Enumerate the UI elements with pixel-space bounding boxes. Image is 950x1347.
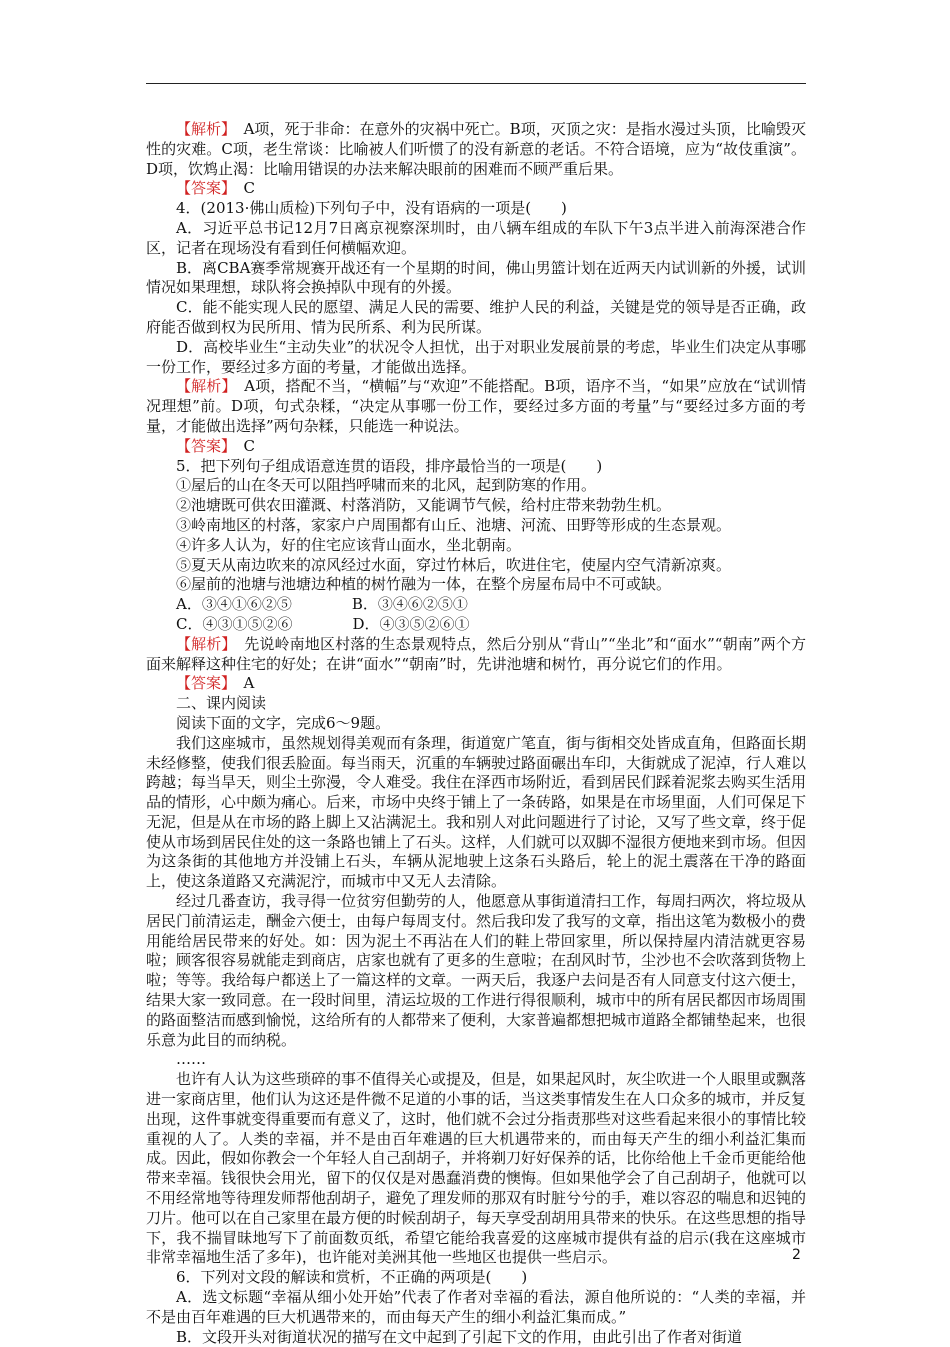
page-number: 2	[792, 1247, 801, 1263]
q4-option-c: C．能不能实现人民的愿望、满足人民的需要、维护人民的利益，关键是党的领导是否正确，政府能否做到权为民所用、情为民所系、利为民所谋。	[146, 298, 806, 336]
q3-analysis: 【解析】 A项，死于非命：在意外的灾祸中死亡。B项，灭顶之灾：是指水漫过头顶，比喻毁灭性的灾难。C项，老生常谈：比喻被人们听惯了的没有新意的老话。不符合语境，应为“故伎重演”。D项，饮鸩止渴：比喻用错误的办法来解决眼前的困难而不顾严重后果。	[146, 120, 806, 178]
analysis-tag: 【解析】	[176, 634, 230, 653]
q5-answer: 【答案】 A	[176, 674, 255, 693]
answer-tag: 【答案】	[176, 674, 229, 693]
q4-analysis: 【解析】 A项，搭配不当，“横幅”与“欢迎”不能搭配。B项，语序不当，“如果”应放在“试训情况理想”前。D项，句式杂糅，“决定从事哪一份工作，要经过多方面的考量”与“要经过多方面的考量，才能做出选择”两句杂糅，只能选一种说法。	[146, 377, 806, 435]
q6-option-a: A．选文标题“幸福从细小处开始”代表了作者对幸福的看法，源自他所说的：“人类的幸福，并不是由百年难遇的巨大机遇带来的，而由每天产生的细小利益汇集而成。”	[146, 1288, 806, 1326]
reading-instruction: 阅读下面的文字，完成6～9题。	[176, 713, 391, 732]
q4-option-d: D．高校毕业生“主动失业”的状况令人担忧，出于对职业发展前景的考虑，毕业生们决定从事哪一份工作，要经过多方面的考量，才能做出选择。	[146, 337, 806, 376]
q5-sentence-1: ①屋后的山在冬天可以阻挡呼啸而来的北风，起到防寒的作用。	[176, 476, 597, 495]
q5-analysis: 【解析】 先说岭南地区村落的生态景观特点，然后分别从“背山”“坐北”和“面水”“朝南”两个方面来解释这种住宅的好处；在讲“面水”“朝南”时，先讲池塘和树竹，再分说它们的作用。	[146, 634, 806, 673]
q5-sentence-5: ⑤夏天从南边吹来的凉风经过水面，穿过竹林后，吹进住宅，使屋内空气清新凉爽。	[176, 555, 732, 574]
page-body	[146, 120, 806, 1347]
q5-sentence-4: ④许多人认为，好的住宅应该背山面水，坐北朝南。	[176, 535, 522, 554]
reading-paragraph-1: 我们这座城市，虽然规划得美观而有条理，街道宽广笔直，街与街相交处皆成直角，但路面长期未经修整，使我们很丢脸面。每当雨天，沉重的车辆驶过路面碾出车印，大街就成了泥淖，行人难以跨越；每当旱天，则尘土弥漫，令人难受。我住在泽西市场附近，看到居民们踩着泥浆去购买生活用品的情形，心中颇为痛心。后来，市场中央终于铺上了一条砖路，如果是在市场里面，人们可保足下无泥，但是从在市场的路上脚上又沾满泥土。我和别人对此问题进行了讨论，又写了些文章，终于促使从市场到居民住处的这一条路也铺上了石头。这样，人们就可以双脚不湿很方便地来到市场。但因为这条街的其他地方并没铺上石头，车辆从泥地驶上这条石头路后，轮上的泥土震落在干净的路面上，使这条道路又充满泥泞，而城市中又无人去清除。	[146, 733, 807, 891]
q4-option-b: B．离CBA赛季常规赛开战还有一个星期的时间，佛山男篮计划在近两天内试训新的外援，试训情况如果理想，球队将会换掉队中现有的外援。	[146, 258, 806, 297]
reading-paragraph-2: 经过几番查访，我寻得一位贫穷但勤劳的人，他愿意从事街道清扫工作，每周扫两次，将垃圾从居民门前清运走，酬金六便士，由每户每周支付。然后我印发了我写的文章，指出这笔为数极小的费用能给居民带来的好处。如：因为泥土不再沾在人们的鞋上带回家里，所以保持屋内清洁就更容易啦；顾客很容易就能走到商店，店家也就有了更多的生意啦；在刮风时节，尘沙也不会吹落到货物上啦；等等。我给每户都送上了一篇这样的文章。一两天后，我逐户去问是否有人同意支付这六便士，结果大家一致同意。在一段时间里，清运垃圾的工作进行得很顺利，城市中的所有居民都因市场周围的路面整洁而感到愉悦，这给所有的人都带来了便利，大家普遍都想把城市道路全都铺垫起来，也很乐意为此目的而纳税。	[146, 892, 807, 1049]
answer-tag: 【答案】	[176, 436, 229, 455]
q5-sentence-6: ⑥屋前的池塘与池塘边种植的树竹融为一体，在整个房屋布局中不可或缺。	[176, 575, 672, 594]
q4-answer: 【答案】 C	[176, 436, 256, 455]
reading-paragraph-3: 也许有人认为这些琐碎的事不值得关心或提及，但是，如果起风时，灰尘吹进一个人眼里或飘落进一家商店里，他们认为这还是件微不足道的小事的话，当这类事情发生在人口众多的城市，并反复出现，这件事就变得重要而有意义了，这时，他们就不会过分指责那些对这些看起来很小的事情比较重视的人了。人类的幸福，并不是由百年难遇的巨大机遇带来的，而由每天产生的细小利益汇集而成。因此，假如你教会一个年轻人自己刮胡子，并将剃刀好好保养的话，比你给他上千金币更能给他带来幸福。钱很快会用光，留下的仅仅是对愚蠢消费的懊悔。但如果他学会了自己刮胡子，他就可以不用经常地等待理发师帮他刮胡子，避免了理发师的那双有时脏兮兮的手，难以容忍的喘息和迟钝的刀片。他可以在自己家里在最方便的时候刮胡子，每天享受刮胡用具带来的快乐。在这些思想的指导下，我不揣冒昧地写下了前面数页纸，希望它能给我喜爱的这座城市提供有益的启示(我在这座城市非常幸福地生活了多年)，也许能对美洲其他一些地区也提供一些启示。	[146, 1070, 807, 1267]
q6-option-b: B．文段开头对街道状况的描写在文中起到了引起下文的作用，由此引出了作者对街道	[176, 1327, 743, 1346]
header-rule	[146, 83, 806, 84]
q4-option-a: A．习近平总书记12月7日离京视察深圳时，由八辆车组成的车队下午3点半进入前海深港合作区，记者在现场没有看到任何横幅欢迎。	[146, 218, 806, 257]
q6-stem: 6．下列对文段的解读和赏析，不正确的两项是( )	[176, 1268, 528, 1287]
q5-stem: 5．把下列句子组成语意连贯的语段，排序最恰当的一项是( )	[176, 456, 603, 475]
q5-sentence-3: ③岭南地区的村落，家家户户周围都有山丘、池塘、河流、田野等形成的生态景观。	[176, 515, 732, 534]
q5-sentence-2: ②池塘既可供农田灌溉、村落消防，又能调节气候，给村庄带来勃勃生机。	[176, 496, 672, 515]
q5-options-ab: A．③④①⑥②⑤ B．③④⑥②⑤①	[176, 595, 468, 614]
reading-ellipsis: ……	[176, 1050, 206, 1069]
analysis-tag: 【解析】	[176, 377, 230, 396]
q4-stem: 4．(2013·佛山质检)下列句子中，没有语病的一项是( )	[176, 199, 567, 218]
answer-tag: 【答案】	[176, 179, 229, 198]
analysis-tag: 【解析】	[176, 120, 229, 138]
q5-options-cd: C．④③①⑤②⑥ D．④③⑤②⑥①	[176, 614, 470, 633]
q3-answer: 【答案】 C	[176, 179, 256, 198]
section-heading: 二、课内阅读	[176, 694, 267, 713]
